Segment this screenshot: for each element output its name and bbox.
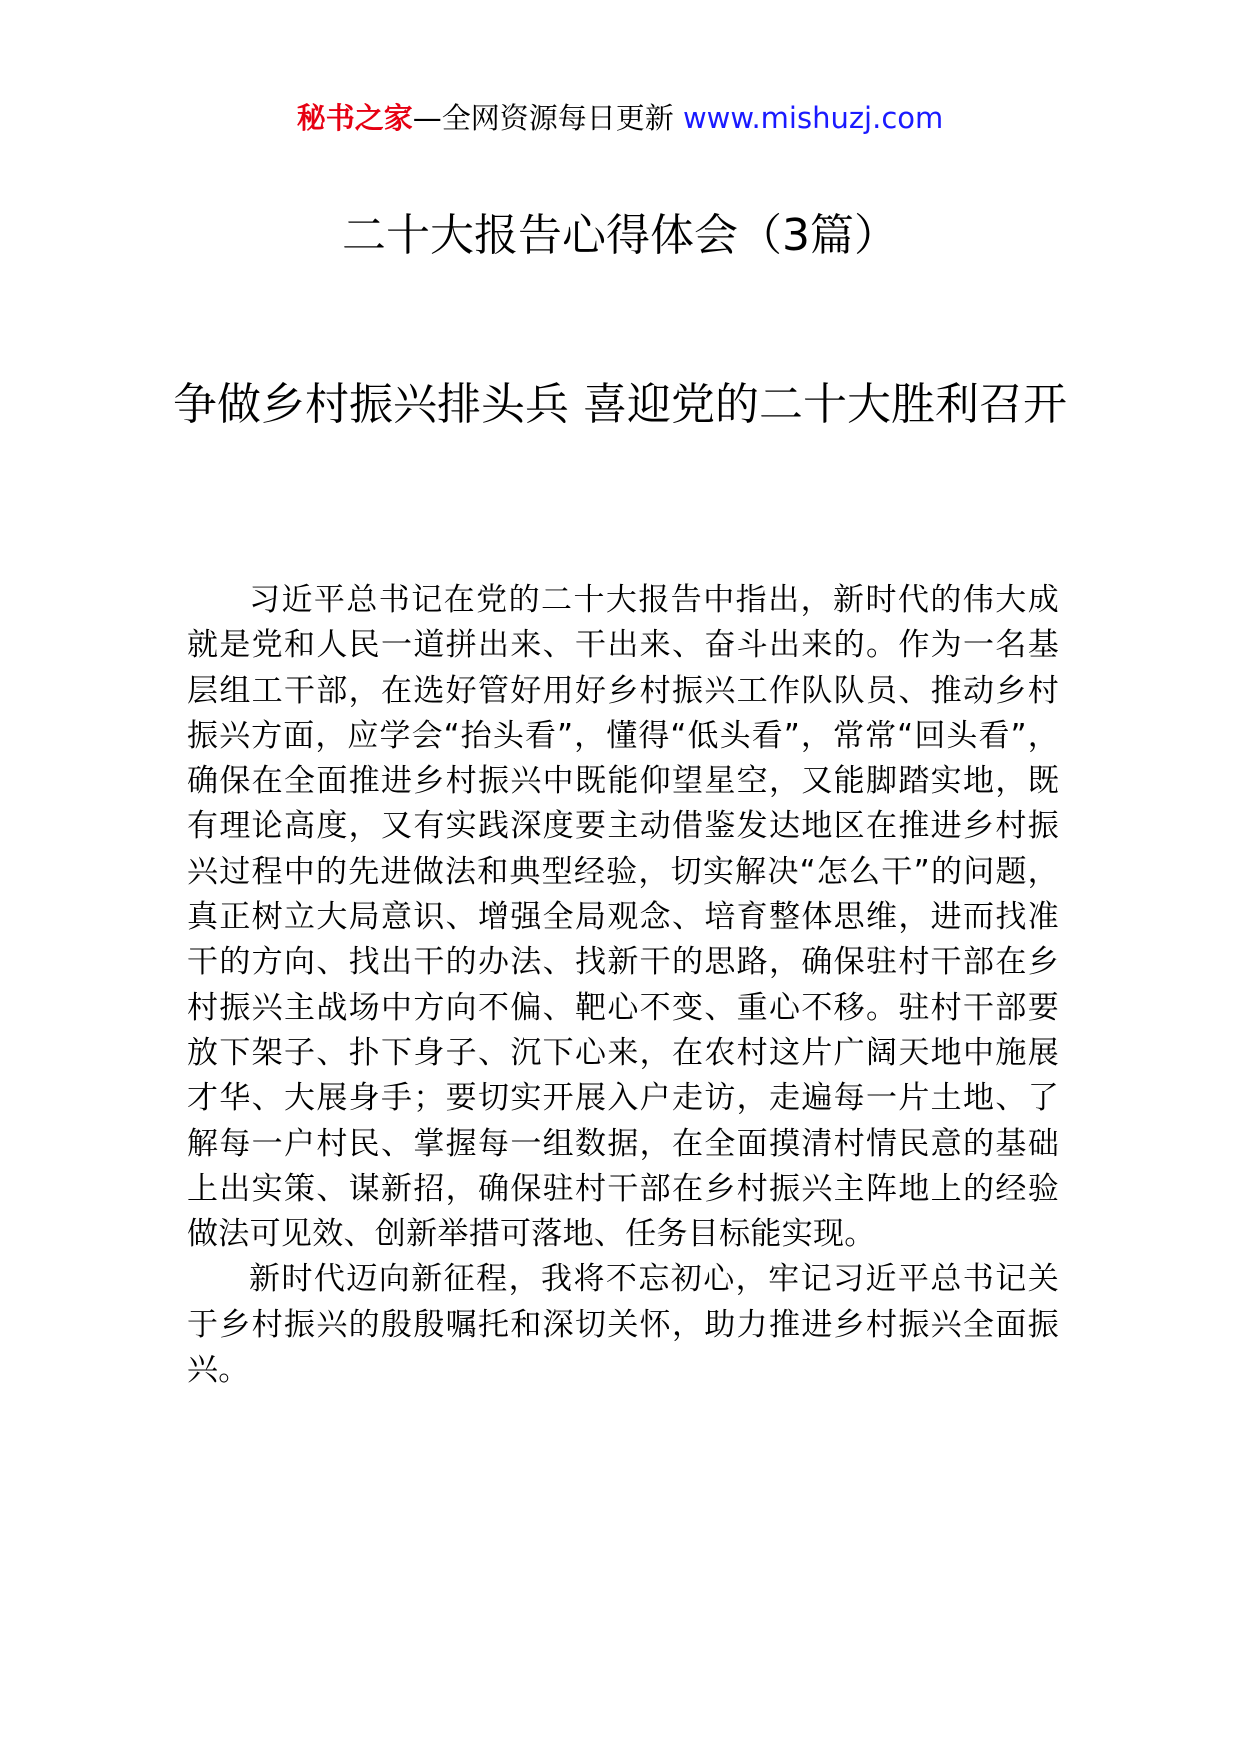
brand-name: 秘书之家 [296, 101, 413, 135]
article-body [187, 578, 1059, 1393]
article-title: 争做乡村振兴排头兵 喜迎党的二十大胜利召开 [173, 379, 1067, 430]
article-paragraph: 习近平总书记在党的二十大报告中指出，新时代的伟大成就是党和人民一道拼出来、干出来、奋斗出来的。作为一名基层组工干部，在选好管好用好乡村振兴工作队队员、推动乡村振兴方面，应学会“抬头看”，懂得“低头看”，常常“回头看”，确保在全面推进乡村振兴中既能仰望星空，又能脚踏实地，既有理论高度，又有实践深度要主动借鉴发达地区在推进乡村振兴过程中的先进做法和典型经验，切实解决“怎么干”的问题，真正树立大局意识、增强全局观念、培育整体思维，进而找准干的方向、找出干的办法、找新干的思路，确保驻村干部在乡村振兴主战场中方向不偏、靶心不变、重心不移。驻村干部要放下架子、扑下身子、沉下心来，在农村这片广阔天地中施展才华、大展身手；要切实开展入户走访，走遍每一片土地、了解每一户村民、掌握每一组数据，在全面摸清村情民意的基础上出实策、谋新招，确保驻村干部在乡村振兴主阵地上的经验做法可见效、创新举措可落地、任务目标能实现。 [187, 582, 1059, 1253]
site-header [0, 98, 1240, 138]
header-tagline: —全网资源每日更新 [412, 101, 683, 135]
site-url-link[interactable]: www.mishuzj.com [682, 101, 944, 135]
article-paragraph: 新时代迈向新征程，我将不忘初心，牢记习近平总书记关于乡村振兴的殷殷嘱托和深切关怀，助力推进乡村振兴全面振兴。 [187, 1261, 1059, 1389]
document-title: 二十大报告心得体会（3篇） [342, 210, 898, 261]
